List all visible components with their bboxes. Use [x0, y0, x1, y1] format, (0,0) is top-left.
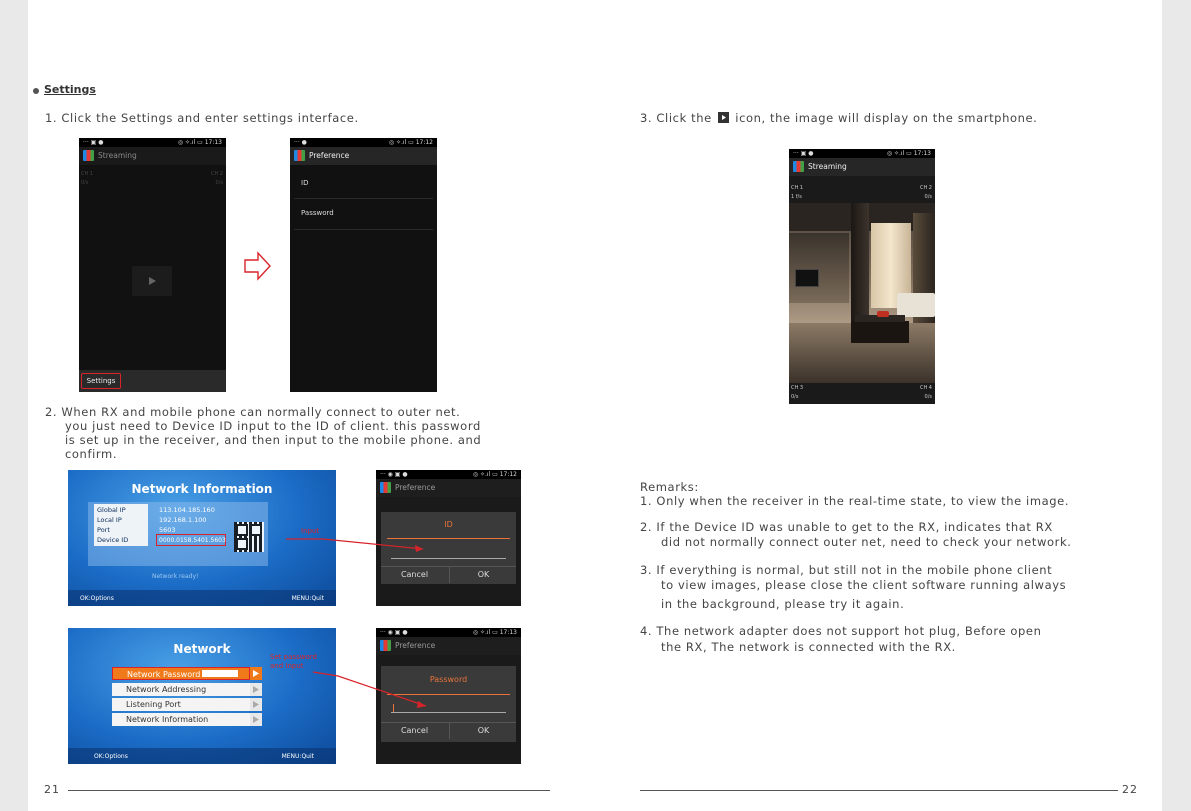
ch3-rate: 0/s — [791, 394, 799, 400]
value-port: 5603 — [159, 526, 176, 534]
ok-button[interactable]: OK — [449, 567, 517, 583]
tv-title: Network Information — [131, 482, 273, 496]
remark-3-line-1: 3. If everything is normal, but still not in the mobile phone client — [640, 563, 1053, 577]
channel-2-label: CH 2 — [210, 171, 223, 177]
app-bar: Preference — [376, 479, 521, 497]
page-number-right: 22 — [1122, 783, 1138, 796]
app-title: Preference — [309, 151, 350, 160]
step-1-text: 1. Click the Settings and enter settings interface. — [45, 111, 359, 125]
menu-item-listening-port[interactable]: Listening Port — [112, 698, 250, 711]
remark-3-line-2: to view images, please close the client software running always — [661, 578, 1067, 592]
dialog-title: Password — [429, 675, 468, 684]
channel-1-label: CH 1 — [81, 171, 94, 177]
ch1-rate: 1 f/s — [791, 194, 802, 200]
footer-right: MENU:Quit — [281, 753, 314, 760]
channel-2-rate: 0/s — [215, 180, 223, 186]
label-port: Port — [94, 524, 148, 536]
step-2-line-3: is set up in the receiver, and then input to the mobile phone. and — [65, 433, 482, 447]
ch1-label: CH 1 — [791, 185, 804, 191]
phone-streaming-live-screen — [789, 149, 935, 404]
tv-title: Network — [173, 642, 231, 656]
app-icon — [793, 161, 804, 172]
remark-2-line-1: 2. If the Device ID was unable to get to the RX, indicates that RX — [640, 520, 1053, 534]
step-2-line-2: you just need to Device ID input to the ID of client. this password — [65, 419, 481, 433]
app-title: Streaming — [98, 151, 137, 160]
footer-rule-right — [640, 790, 1118, 791]
footer-left: OK:Options — [94, 753, 128, 760]
ok-button[interactable]: OK — [449, 723, 517, 739]
connector-lines — [28, 0, 588, 811]
footer-left: OK:Options — [80, 595, 114, 602]
step-3-text: 3. Click the icon, the image will display on the smartphone. — [640, 111, 1038, 125]
value-global-ip: 113.104.185.160 — [159, 506, 215, 514]
status-bar: ··· ▣ ● ◎ ✧.ıl ▭ 17:13 — [789, 149, 935, 158]
status-bar: ··· ▣ ● ◎ ✧.ıl ▭ 17:13 — [79, 138, 226, 147]
remark-2-line-2: did not normally connect outer net, need to check your network. — [661, 535, 1072, 549]
camera-image — [789, 203, 935, 383]
value-local-ip: 192.168.1.100 — [159, 516, 207, 524]
ch4-rate: 0/s — [924, 394, 932, 400]
footer-right: MENU:Quit — [291, 595, 324, 602]
status-bar: ··· ◉ ▣ ● ◎ ✧.ıl ▭ 17:12 — [376, 470, 521, 479]
preference-item-password[interactable]: Password — [294, 199, 433, 230]
cancel-button[interactable]: Cancel — [400, 726, 429, 735]
footer-rule-left — [68, 790, 550, 791]
annotation-input: Input — [301, 527, 320, 535]
status-bar: ··· ◉ ▣ ● ◎ ✧.ıl ▭ 17:13 — [376, 628, 521, 637]
step-2-line-1: 2. When RX and mobile phone can normally connect to outer net. — [45, 405, 461, 419]
ch4-label: CH 4 — [919, 385, 932, 391]
label-local-ip: Local IP — [94, 514, 148, 526]
ch2-rate: 0/s — [924, 194, 932, 200]
label-device-id: Device ID — [94, 534, 148, 546]
ch3-label: CH 3 — [791, 385, 804, 391]
page-number-left: 21 — [44, 783, 60, 796]
remark-4-line-2: the RX, The network is connected with the RX. — [661, 640, 956, 654]
menu-item-network-password[interactable]: Network Password — [112, 667, 250, 680]
manual-spread — [28, 0, 1162, 811]
cancel-button[interactable]: Cancel — [400, 570, 429, 579]
preference-item-id[interactable]: ID — [294, 168, 433, 199]
channel-1-rate: 0/s — [81, 180, 89, 186]
app-bar: Preference — [376, 637, 521, 655]
status-text: Network ready! — [152, 573, 199, 580]
status-bar: ··· ● ◎ ✧.ıl ▭ 17:12 — [290, 138, 437, 147]
play-icon — [718, 112, 729, 123]
remark-1-line-1: 1. Only when the receiver in the real-time state, to view the image. — [640, 494, 1070, 508]
remarks-title: Remarks: — [640, 480, 699, 494]
step-2-line-4: confirm. — [65, 447, 118, 461]
app-bar: Streaming — [789, 158, 935, 176]
value-device-id: 0000.0158.5401.5603 — [156, 534, 226, 546]
menu-item-network-information[interactable]: Network Information — [112, 713, 250, 726]
annotation-set-password-1: Set password — [270, 653, 317, 661]
remark-3-line-3: in the background, please try it again. — [661, 597, 905, 611]
remark-4-line-1: 4. The network adapter does not support hot plug, Before open — [640, 624, 1042, 638]
section-title: Settings — [44, 83, 96, 96]
annotation-set-password-2: and Input — [270, 662, 304, 670]
ch2-label: CH 2 — [919, 185, 932, 191]
menu-item-network-addressing[interactable]: Network Addressing — [112, 683, 250, 696]
settings-menu-button[interactable]: Settings — [81, 373, 121, 389]
dialog-title: ID — [444, 520, 453, 529]
label-global-ip: Global IP — [94, 504, 148, 516]
